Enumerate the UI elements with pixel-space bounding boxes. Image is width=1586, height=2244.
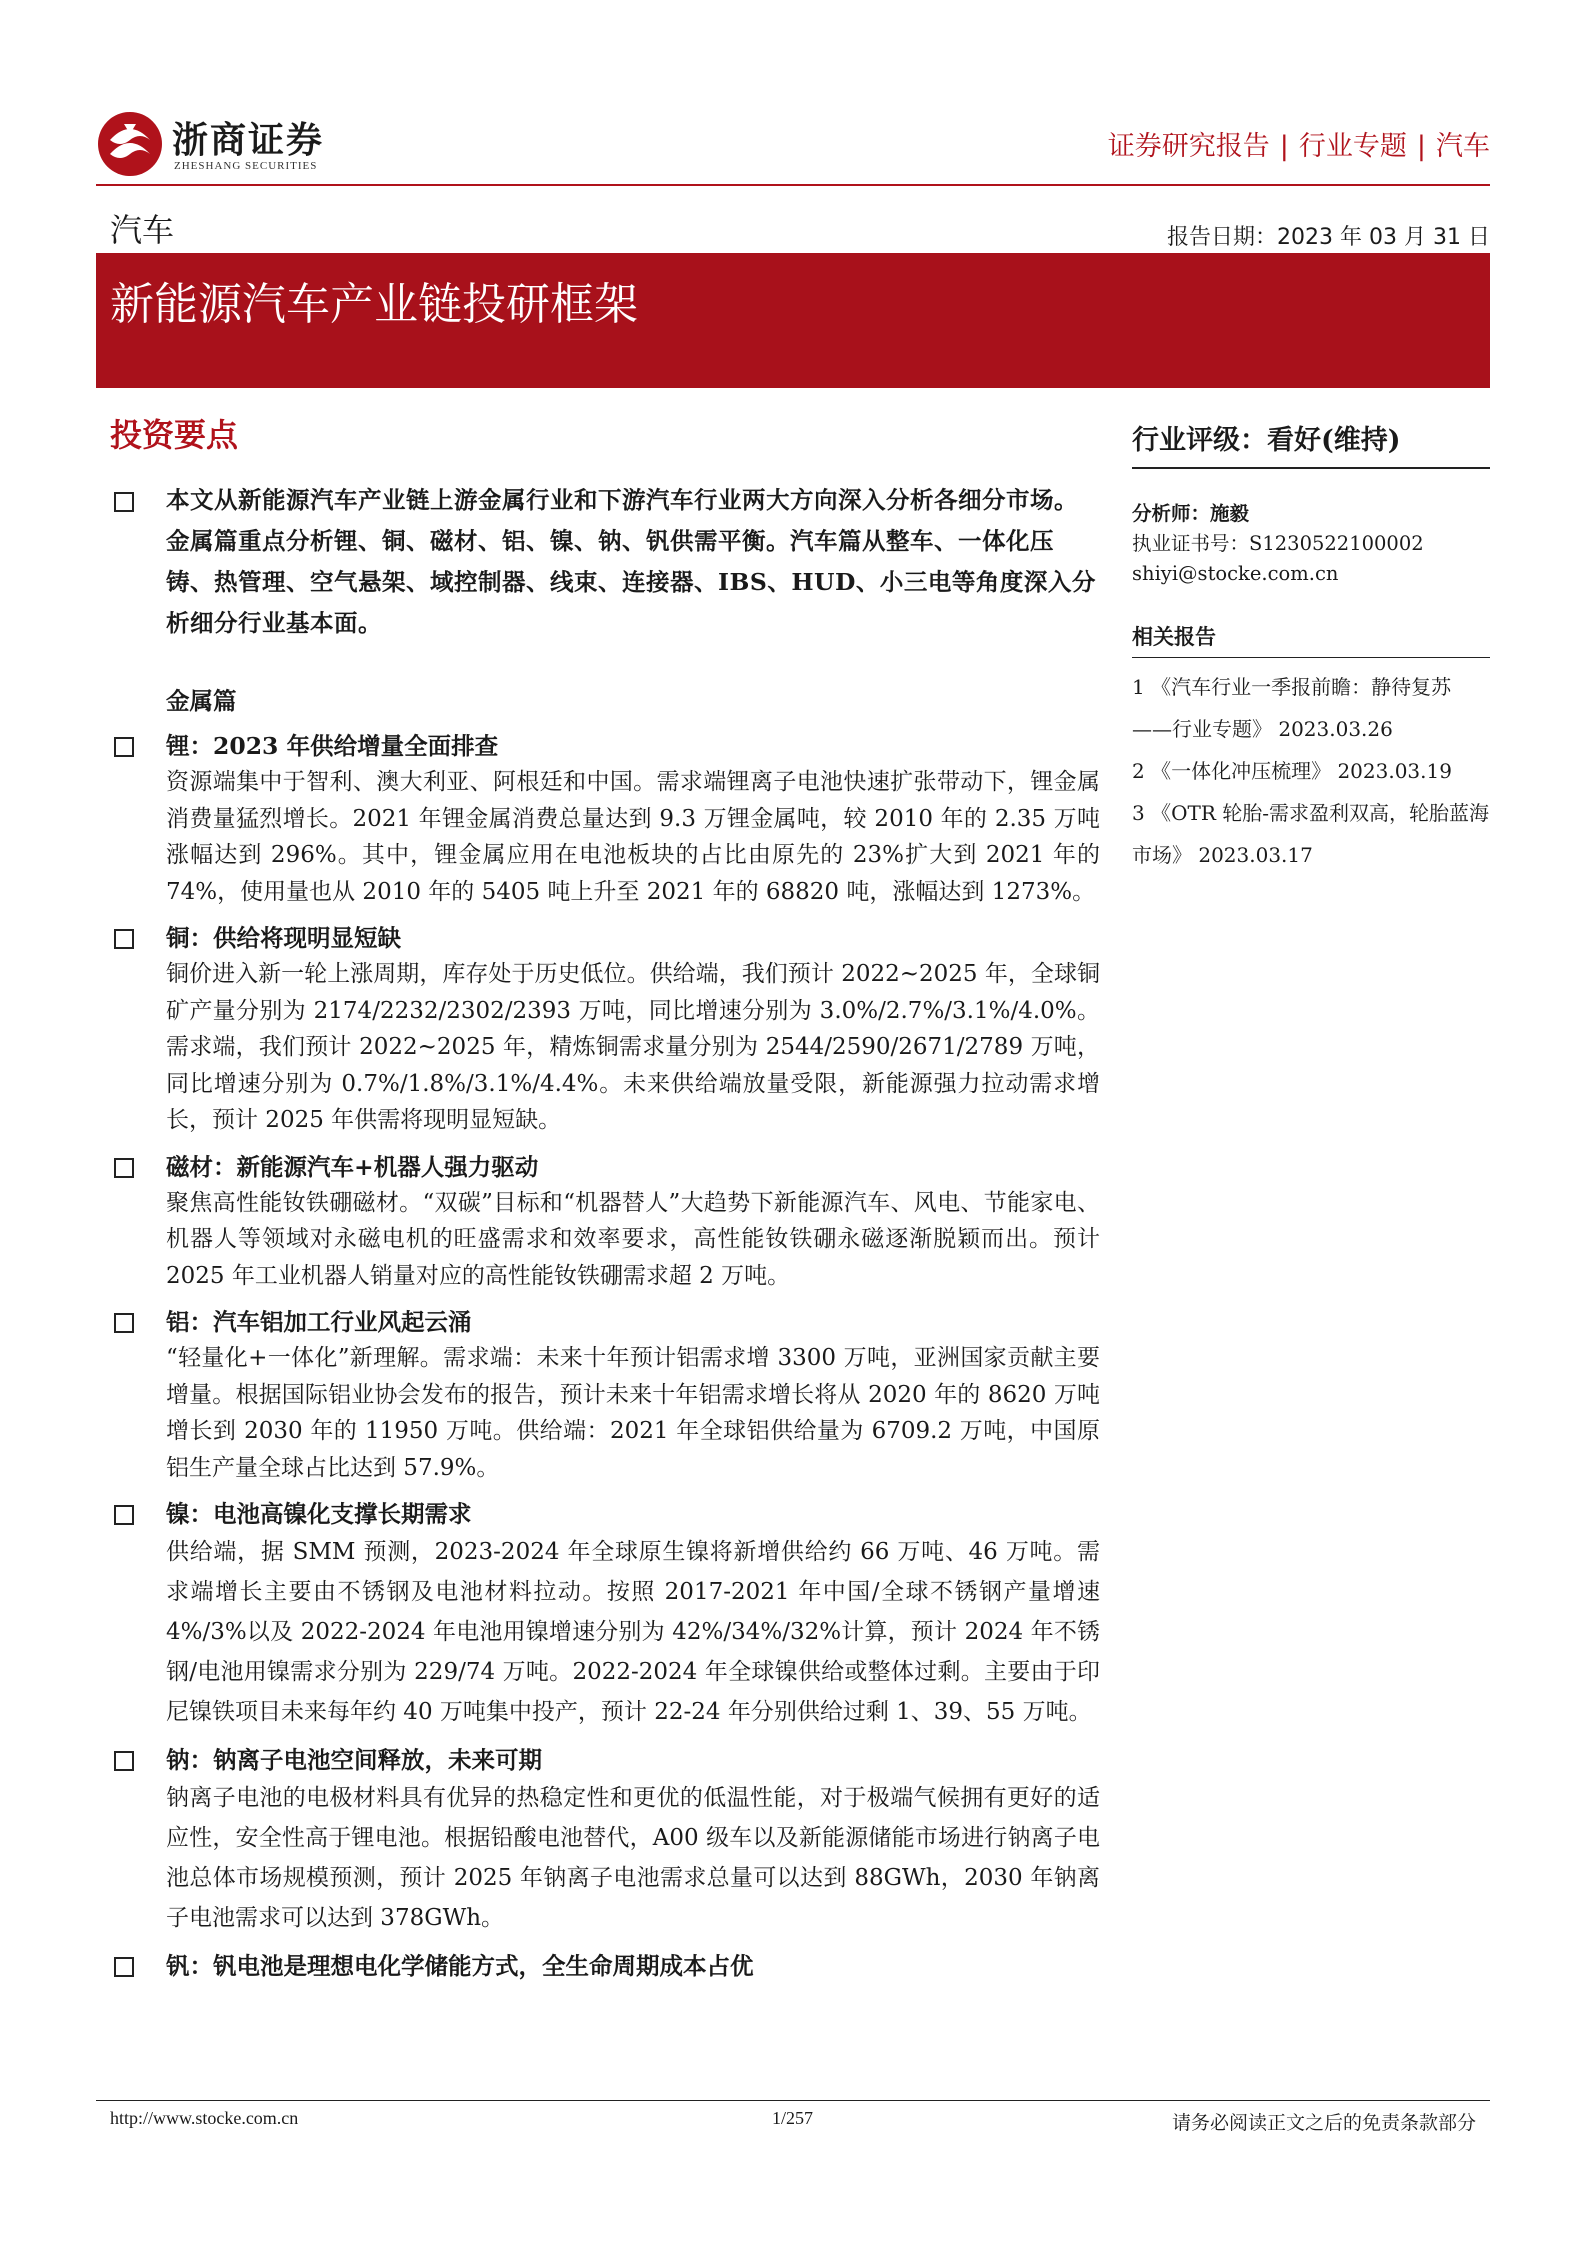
point-body: 资源端集中于智利、澳大利亚、阿根廷和中国。需求端锂离子电池快速扩张带动下，锂金属消费量猛烈增长。2021 年锂金属消费总量达到 9.3 万锂金属吨，较 2010 年的 2.35 万吨涨幅达到 296%。其中，锂金属应用在电池板块的占比由原先的 23%扩大到 2021 年的 74%，使用量也从 2010 年的 5405 吨上升至 2021 年的 68820 吨，涨幅达到 1273%。 <box>166 769 1100 905</box>
header-divider <box>96 184 1490 186</box>
related-report-item[interactable]: 1 《汽车行业一季报前瞻：静待复苏——行业专题》 2023.03.26 <box>1132 675 1452 741</box>
checkbox-bullet-icon <box>114 1158 134 1178</box>
report-type: 证券研究报告 <box>1107 131 1270 162</box>
point-heading-text: 铝：汽车铝加工行业风起云涌 <box>166 1308 472 1336</box>
checkbox-bullet-icon <box>114 929 134 949</box>
zheshang-logo-icon <box>96 110 164 178</box>
point-heading <box>110 1742 1100 1778</box>
checkbox-bullet-icon <box>114 1505 134 1525</box>
related-report-item[interactable]: 2 《一体化冲压梳理》 2023.03.19 <box>1132 759 1452 783</box>
point-heading-text: 铜：供给将现明显短缺 <box>166 924 401 952</box>
checkbox-bullet-icon <box>114 1957 134 1977</box>
point-heading <box>110 728 1100 764</box>
report-date: 报告日期：2023 年 03 月 31 日 <box>1167 225 1490 250</box>
license-number: 执业证书号：S1230522100002 <box>1132 532 1424 555</box>
related-reports-list <box>1132 666 1490 876</box>
point-heading-text: 锂：2023 年供给增量全面排查 <box>166 732 499 760</box>
checkbox-bullet-icon <box>114 1313 134 1333</box>
company-logo <box>96 110 336 184</box>
point-heading-text: 镍：电池高镍化支撑长期需求 <box>166 1500 472 1528</box>
footer-disclaimer: 请务必阅读正文之后的免责条款部分 <box>1171 2112 1476 2134</box>
subsection-title: 金属篇 <box>166 687 237 715</box>
sector-label: 汽车 <box>110 211 175 249</box>
point-body: “轻量化+一体化”新理解。需求端：未来十年预计铝需求增 3300 万吨，亚洲国家贡献主要增量。根据国际铝业协会发布的报告，预计未来十年铝需求增长将从 2020 年的 8620 万吨增长到 2030 年的 11950 万吨。供给端：2021 年全球铝供给量为 6709.2 万吨，中国原铝生产量全球占比达到 57.9%。 <box>166 1345 1100 1481</box>
logo-text-en: ZHESHANG SECURITIES <box>174 160 318 172</box>
point-heading-text: 钠：钠离子电池空间释放，未来可期 <box>166 1746 542 1774</box>
report-title: 新能源汽车产业链投研框架 <box>110 279 638 330</box>
intro-text: 本文从新能源汽车产业链上游金属行业和下游汽车行业两大方向深入分析各细分市场。金属篇重点分析锂、铜、磁材、铝、镍、钠、钒供需平衡。汽车篇从整车、一体化压铸、热管理、空气悬架、域控制器、线束、连接器、IBS、HUD、小三电等角度深入分析细分行业基本面。 <box>166 486 1096 637</box>
intro-paragraph <box>110 480 1100 644</box>
point-heading <box>110 1304 1100 1340</box>
point-body: 钠离子电池的电极材料具有优异的热稳定性和更优的低温性能，对于极端气候拥有更好的适应性，安全性高于锂电池。根据铅酸电池替代，A00 级车以及新能源储能市场进行钠离子电池总体市场规模预测，预计 2025 年钠离子电池需求总量可以达到 88GWh，2030 年钠离子电池需求可以达到 378GWh。 <box>166 1785 1100 1931</box>
point-heading-text: 钒：钒电池是理想电化学储能方式，全生命周期成本占优 <box>166 1952 754 1980</box>
related-reports-heading: 相关报告 <box>1132 621 1490 658</box>
analyst-email[interactable]: shiyi@stocke.com.cn <box>1132 562 1339 585</box>
related-report-item[interactable]: 3 《OTR 轮胎-需求盈利双高，轮胎蓝海市场》 2023.03.17 <box>1132 801 1489 867</box>
analyst-name: 分析师：施毅 <box>1132 502 1250 525</box>
sidebar <box>1132 410 1490 876</box>
report-sector: 汽车 <box>1436 131 1490 162</box>
analyst-info <box>1132 499 1490 589</box>
logo-text-cn: 浙商证券 <box>172 120 325 161</box>
point-body: 聚焦高性能钕铁硼磁材。“双碳”目标和“机器替人”大趋势下新能源汽车、风电、节能家电、机器人等领域对永磁电机的旺盛需求和效率要求，高性能钕铁硼永磁逐渐脱颖而出。预计 2025 年工业机器人销量对应的高性能钕铁硼需求超 2 万吨。 <box>166 1189 1100 1289</box>
checkbox-bullet-icon <box>114 737 134 757</box>
category-separator: | <box>1416 131 1426 162</box>
report-category <box>1108 124 1490 163</box>
point-heading <box>110 1948 1100 1984</box>
main-content <box>110 410 1100 1984</box>
industry-rating: 行业评级：看好(维持) <box>1132 410 1490 469</box>
section-title: 投资要点 <box>110 416 239 454</box>
footer-divider <box>96 2100 1490 2101</box>
checkbox-bullet-icon <box>114 492 134 512</box>
point-body: 铜价进入新一轮上涨周期，库存处于历史低位。供给端，我们预计 2022~2025 年，全球铜矿产量分别为 2174/2232/2302/2393 万吨，同比增速分别为 3.0%/2.7%/3.1%/4.0%。需求端，我们预计 2022~2025 年，精炼铜需求量分别为 2544/2590/2671/2789 万吨，同比增速分别为 0.7%/1.8%/3.1%/4.4%。未来供给端放量受限，新能源强力拉动需求增长，预计 2025 年供需将现明显短缺。 <box>166 961 1100 1133</box>
page-number: 1/257 <box>772 2108 814 2128</box>
category-separator: | <box>1279 131 1289 162</box>
checkbox-bullet-icon <box>114 1751 134 1771</box>
report-subtype: 行业专题 <box>1298 131 1407 162</box>
point-heading-text: 磁材：新能源汽车+机器人强力驱动 <box>166 1152 539 1181</box>
point-heading <box>110 1496 1100 1532</box>
point-heading <box>110 1149 1100 1185</box>
point-heading <box>110 920 1100 956</box>
point-body: 供给端，据 SMM 预测，2023-2024 年全球原生镍将新增供给约 66 万吨、46 万吨。需求端增长主要由不锈钢及电池材料拉动。按照 2017-2021 年中国/全球不锈钢产量增速 4%/3%以及 2022-2024 年电池用镍增速分别为 42%/34%/32%计算，预计 2024 年不锈钢/电池用镍需求分别为 229/74 万吨。2022-2024 年全球镍供给或整体过剩。主要由于印尼镍铁项目未来每年约 40 万吨集中投产，预计 22-24 年分别供给过剩 1、39、55 万吨。 <box>166 1539 1100 1725</box>
footer-url[interactable]: http://www.stocke.com.cn <box>110 2108 299 2128</box>
